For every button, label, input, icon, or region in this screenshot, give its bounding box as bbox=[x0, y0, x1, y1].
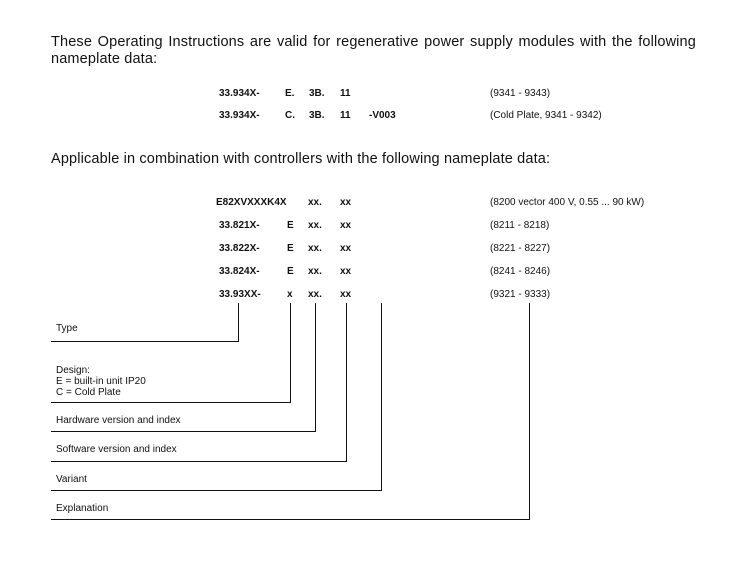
type-code: E82XVXXXK4X bbox=[216, 197, 287, 208]
nameplate-note: (8221 - 8227) bbox=[490, 243, 551, 254]
software-code: xx bbox=[340, 289, 352, 300]
nameplate-note: (Cold Plate, 9341 - 9342) bbox=[490, 110, 602, 121]
type-code: 33.934X- bbox=[219, 88, 260, 99]
hardware-code: xx. bbox=[308, 220, 322, 231]
type-code: 33.822X- bbox=[219, 243, 260, 254]
design-code: x bbox=[287, 289, 293, 300]
hardware-code: 3B. bbox=[309, 88, 325, 99]
software-label: Software version and index bbox=[56, 444, 177, 455]
nameplate-note: (9341 - 9343) bbox=[490, 88, 551, 99]
design-code: C. bbox=[285, 110, 295, 121]
hardware-code: xx. bbox=[308, 289, 322, 300]
hardware-code: xx. bbox=[308, 197, 322, 208]
type-code: 33.93XX- bbox=[219, 289, 261, 300]
design-label bbox=[56, 365, 146, 398]
variant-label: Variant bbox=[56, 474, 87, 485]
design-code: E bbox=[287, 243, 294, 254]
design-code: E. bbox=[285, 88, 295, 99]
nameplate-note: (8200 vector 400 V, 0.55 ... 90 kW) bbox=[490, 197, 645, 208]
design-code: E bbox=[287, 220, 294, 231]
variant-code: -V003 bbox=[369, 110, 396, 121]
type-code: 33.934X- bbox=[219, 110, 260, 121]
type-leader-line bbox=[51, 303, 239, 342]
design-option-c: C = Cold Plate bbox=[56, 387, 121, 398]
intro-paragraph: These Operating Instructions are valid for regenerative power supply modules with the following nameplate data: bbox=[51, 34, 696, 67]
hardware-label: Hardware version and index bbox=[56, 415, 181, 426]
software-code: xx bbox=[340, 220, 352, 231]
design-code: E bbox=[287, 266, 294, 277]
software-code: xx bbox=[340, 197, 352, 208]
nameplate-note: (8241 - 8246) bbox=[490, 266, 551, 277]
hardware-code: xx. bbox=[308, 266, 322, 277]
software-code: xx bbox=[340, 266, 352, 277]
design-title: Design: bbox=[56, 365, 90, 376]
nameplate-note: (8211 - 8218) bbox=[490, 220, 550, 231]
software-code: xx bbox=[340, 243, 352, 254]
controllers-heading: Applicable in combination with controllers with the following nameplate data: bbox=[51, 151, 551, 167]
software-code: 11 bbox=[340, 88, 351, 99]
hardware-code: xx. bbox=[308, 243, 322, 254]
type-code: 33.821X- bbox=[219, 220, 260, 231]
type-code: 33.824X- bbox=[219, 266, 260, 277]
type-label: Type bbox=[56, 323, 78, 334]
explanation-label: Explanation bbox=[56, 503, 109, 514]
software-code: 11 bbox=[340, 110, 351, 121]
nameplate-note: (9321 - 9333) bbox=[490, 289, 551, 300]
design-option-e: E = built-in unit IP20 bbox=[56, 376, 146, 387]
hardware-code: 3B. bbox=[309, 110, 325, 121]
